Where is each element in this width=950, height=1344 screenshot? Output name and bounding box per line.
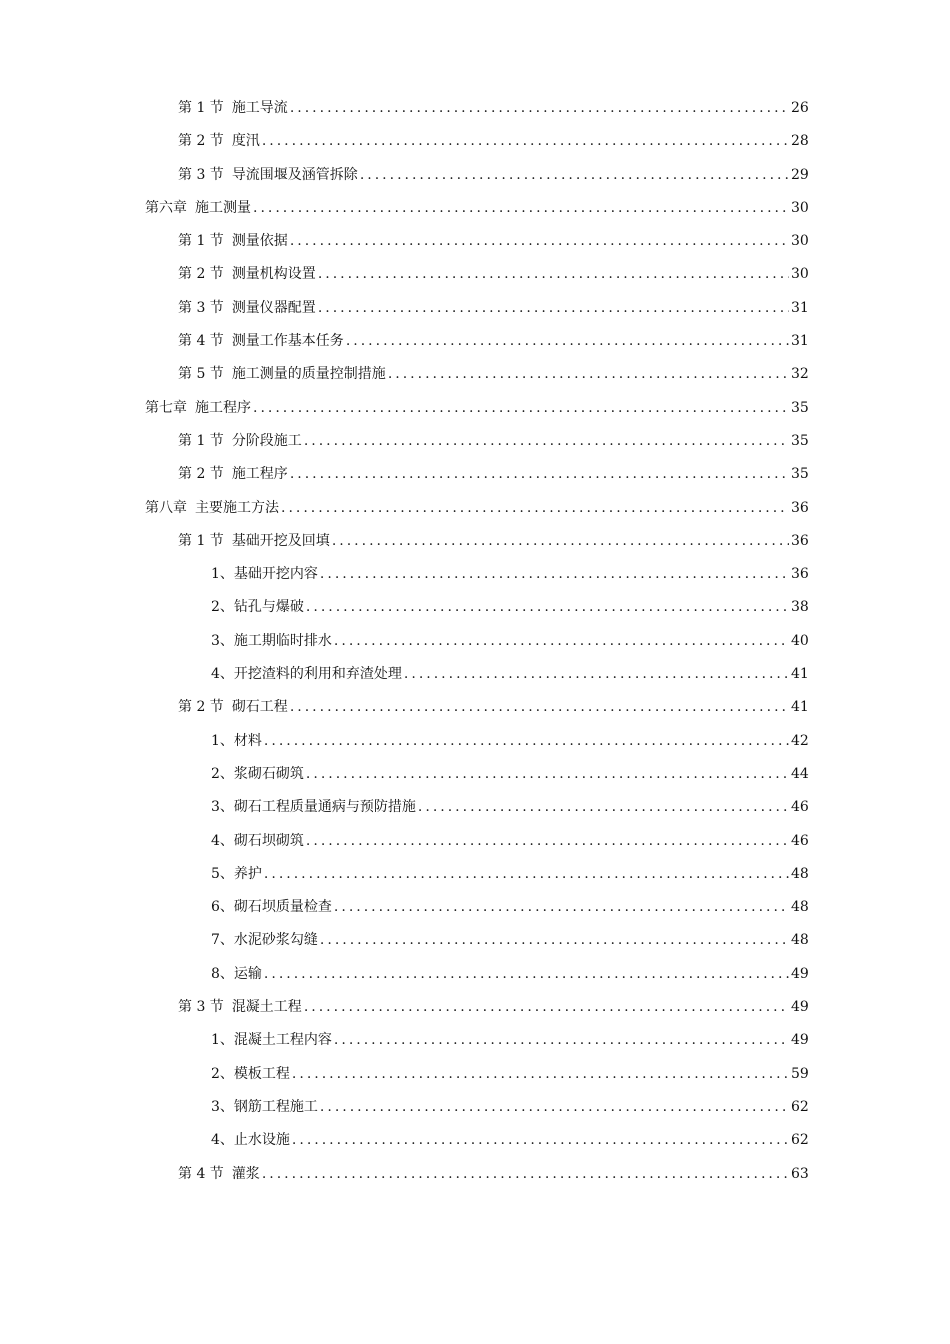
toc-page-number: 59	[791, 1065, 809, 1082]
toc-page-number: 63	[791, 1165, 809, 1182]
toc-section-row[interactable]	[145, 225, 807, 258]
toc-dot-leader	[304, 991, 789, 1024]
toc-entry-title: 施工测量	[195, 199, 251, 216]
toc-dot-leader	[290, 225, 789, 258]
toc-dot-leader	[404, 658, 789, 691]
toc-entry-number: 第 2 节	[178, 466, 224, 483]
toc-section-row[interactable]	[145, 159, 807, 192]
toc-entry-title: 基础开挖及回填	[231, 532, 330, 549]
toc-dot-leader	[253, 392, 789, 425]
toc-entry-number: 1、	[211, 1032, 234, 1049]
toc-entry-title: 分阶段施工	[231, 432, 302, 449]
toc-entry-title: 施工测量的质量控制措施	[231, 366, 386, 383]
toc-entry-number: 3、	[211, 632, 234, 649]
toc-page-number: 31	[791, 299, 809, 316]
toc-page-number: 36	[791, 532, 809, 549]
toc-page-number: 36	[791, 566, 809, 583]
toc-page-number: 48	[791, 865, 809, 882]
toc-entry-number: 第六章	[145, 199, 187, 216]
toc-dot-leader	[290, 691, 789, 724]
toc-page-number: 49	[791, 999, 809, 1016]
toc-entry-title: 砌石坝砌筑	[233, 832, 304, 849]
toc-entry-number: 第 2 节	[178, 133, 224, 150]
table-of-contents	[145, 92, 807, 1191]
toc-entry-number: 4、	[211, 1132, 234, 1149]
toc-subsection-row[interactable]	[145, 725, 807, 758]
toc-entry-number: 第 1 节	[178, 432, 224, 449]
toc-page-number: 30	[791, 266, 809, 283]
toc-entry-number: 第 2 节	[178, 699, 224, 716]
toc-entry-number: 第八章	[145, 499, 187, 516]
toc-dot-leader	[306, 825, 789, 858]
toc-dot-leader	[360, 159, 789, 192]
toc-subsection-row[interactable]	[145, 825, 807, 858]
toc-entry-title: 主要施工方法	[195, 499, 279, 516]
toc-chapter-row[interactable]	[145, 192, 807, 225]
toc-dot-leader	[318, 258, 789, 291]
toc-entry-number: 5、	[211, 865, 234, 882]
toc-page-number: 46	[791, 832, 809, 849]
toc-entry-number: 第七章	[145, 399, 187, 416]
toc-dot-leader	[290, 458, 789, 491]
toc-dot-leader	[320, 924, 789, 957]
toc-dot-leader	[253, 192, 789, 225]
toc-entry-number: 第 1 节	[178, 100, 224, 116]
toc-entry-title: 施工导流	[231, 100, 288, 116]
toc-page-number: 48	[791, 899, 809, 916]
toc-dot-leader	[388, 358, 789, 391]
toc-entry-number: 8、	[211, 965, 234, 982]
toc-subsection-row[interactable]	[145, 1058, 807, 1091]
toc-subsection-row[interactable]	[145, 558, 807, 591]
toc-dot-leader	[332, 525, 789, 558]
toc-subsection-row[interactable]	[145, 958, 807, 991]
toc-page-number: 32	[791, 366, 809, 383]
toc-dot-leader	[304, 425, 789, 458]
toc-dot-leader	[418, 791, 789, 824]
toc-dot-leader	[264, 858, 789, 891]
toc-page-number: 36	[791, 499, 809, 516]
toc-dot-leader	[320, 558, 789, 591]
toc-section-row[interactable]	[145, 991, 807, 1024]
toc-dot-leader	[264, 725, 789, 758]
toc-page-number: 49	[791, 1032, 809, 1049]
toc-section-row[interactable]	[145, 125, 807, 158]
toc-entry-number: 3、	[211, 1098, 234, 1115]
toc-section-row[interactable]	[145, 325, 807, 358]
toc-page-number: 42	[791, 732, 809, 749]
toc-entry-title: 砌石工程	[231, 699, 288, 716]
toc-entry-title: 水泥砂浆勾缝	[233, 932, 318, 949]
toc-subsection-row[interactable]	[145, 591, 807, 624]
toc-subsection-row[interactable]	[145, 1024, 807, 1057]
toc-section-row[interactable]	[145, 1158, 807, 1191]
toc-dot-leader	[320, 1091, 789, 1124]
toc-page-number: 38	[791, 599, 809, 616]
toc-page-number: 41	[791, 666, 809, 683]
toc-entry-number: 2、	[211, 765, 234, 782]
toc-page-number: 35	[791, 399, 809, 416]
toc-dot-leader	[334, 1024, 789, 1057]
toc-entry-title: 导流围堰及涵管拆除	[231, 166, 358, 183]
toc-subsection-row[interactable]	[145, 658, 807, 691]
toc-page-number: 29	[791, 166, 809, 183]
toc-dot-leader	[290, 92, 789, 125]
toc-section-row[interactable]	[145, 525, 807, 558]
toc-dot-leader	[264, 958, 789, 991]
toc-page-number: 49	[791, 965, 809, 982]
toc-entry-number: 6、	[211, 899, 234, 916]
toc-section-row[interactable]	[145, 258, 807, 291]
toc-entry-title: 施工程序	[231, 466, 288, 483]
toc-section-row[interactable]	[145, 358, 807, 391]
toc-dot-leader	[281, 492, 789, 525]
toc-dot-leader	[292, 1058, 789, 1091]
toc-entry-number: 2、	[211, 1065, 234, 1082]
toc-page-number: 30	[791, 199, 809, 216]
toc-entry-title: 钢筋工程施工	[233, 1098, 318, 1115]
toc-entry-title: 施工程序	[195, 399, 251, 416]
toc-subsection-row[interactable]	[145, 1124, 807, 1157]
toc-page-number: 44	[791, 765, 809, 782]
toc-page-number: 46	[791, 799, 809, 816]
toc-entry-number: 第 3 节	[178, 999, 224, 1016]
toc-page-number: 30	[791, 233, 809, 250]
toc-page-number: 28	[791, 133, 809, 150]
toc-page-number: 26	[791, 100, 809, 116]
toc-entry-number: 第 1 节	[178, 233, 224, 250]
toc-entry-number: 1、	[211, 566, 234, 583]
toc-entry-number: 4、	[211, 832, 234, 849]
toc-dot-leader	[334, 625, 789, 658]
toc-entry-number: 第 5 节	[178, 366, 224, 383]
toc-entry-title: 混凝土工程	[231, 999, 302, 1016]
toc-dot-leader	[262, 125, 789, 158]
toc-dot-leader	[318, 292, 789, 325]
toc-entry-number: 第 3 节	[178, 299, 224, 316]
toc-entry-title: 测量仪器配置	[231, 299, 316, 316]
toc-section-row[interactable]	[145, 458, 807, 491]
toc-entry-number: 第 2 节	[178, 266, 224, 283]
toc-entry-title: 砌石工程质量通病与预防措施	[233, 799, 416, 816]
toc-entry-title: 度汛	[231, 133, 260, 150]
toc-entry-title: 模板工程	[233, 1065, 290, 1082]
toc-entry-title: 施工期临时排水	[233, 632, 332, 649]
toc-entry-title: 灌浆	[231, 1165, 260, 1182]
toc-page-number: 35	[791, 466, 809, 483]
toc-chapter-row[interactable]	[145, 392, 807, 425]
toc-dot-leader	[262, 1158, 789, 1191]
toc-dot-leader	[292, 1124, 789, 1157]
toc-entry-title: 测量依据	[231, 233, 288, 250]
toc-entry-title: 运输	[233, 965, 262, 982]
toc-subsection-row[interactable]	[145, 1091, 807, 1124]
toc-section-row[interactable]	[145, 425, 807, 458]
toc-page-number: 40	[791, 632, 809, 649]
toc-chapter-row[interactable]	[145, 492, 807, 525]
toc-entry-number: 4、	[211, 666, 234, 683]
toc-entry-title: 测量机构设置	[231, 266, 316, 283]
toc-subsection-row[interactable]	[145, 924, 807, 957]
toc-subsection-row[interactable]	[145, 891, 807, 924]
toc-dot-leader	[346, 325, 789, 358]
toc-subsection-row[interactable]	[145, 791, 807, 824]
toc-page-number: 62	[791, 1098, 809, 1115]
toc-entry-title: 材料	[233, 732, 262, 749]
toc-entry-number: 1、	[211, 732, 234, 749]
toc-subsection-row[interactable]	[145, 625, 807, 658]
toc-page-number: 41	[791, 699, 809, 716]
toc-entry-number: 第 4 节	[178, 1165, 224, 1182]
toc-dot-leader	[306, 758, 789, 791]
toc-page-number: 31	[791, 333, 809, 350]
toc-entry-title: 浆砌石砌筑	[233, 765, 304, 782]
toc-page-number: 62	[791, 1132, 809, 1149]
toc-dot-leader	[306, 591, 789, 624]
toc-entry-title: 止水设施	[233, 1132, 290, 1149]
toc-entry-title: 开挖渣料的利用和弃渣处理	[233, 666, 402, 683]
toc-entry-title: 测量工作基本任务	[231, 333, 344, 350]
toc-section-row[interactable]	[145, 292, 807, 325]
toc-entry-number: 第 4 节	[178, 333, 224, 350]
toc-entry-title: 混凝土工程内容	[233, 1032, 332, 1049]
toc-entry-number: 3、	[211, 799, 234, 816]
toc-entry-number: 7、	[211, 932, 234, 949]
toc-entry-title: 养护	[233, 865, 262, 882]
toc-entry-number: 第 1 节	[178, 532, 224, 549]
toc-dot-leader	[334, 891, 789, 924]
toc-page-number: 35	[791, 432, 809, 449]
toc-subsection-row[interactable]	[145, 858, 807, 891]
toc-page-number: 48	[791, 932, 809, 949]
toc-entry-number: 2、	[211, 599, 234, 616]
toc-entry-title: 砌石坝质量检查	[233, 899, 332, 916]
toc-entry-title: 基础开挖内容	[233, 566, 318, 583]
toc-entry-title: 钻孔与爆破	[233, 599, 304, 616]
toc-entry-number: 第 3 节	[178, 166, 224, 183]
toc-section-row[interactable]	[145, 92, 807, 125]
toc-subsection-row[interactable]	[145, 758, 807, 791]
toc-section-row[interactable]	[145, 691, 807, 724]
